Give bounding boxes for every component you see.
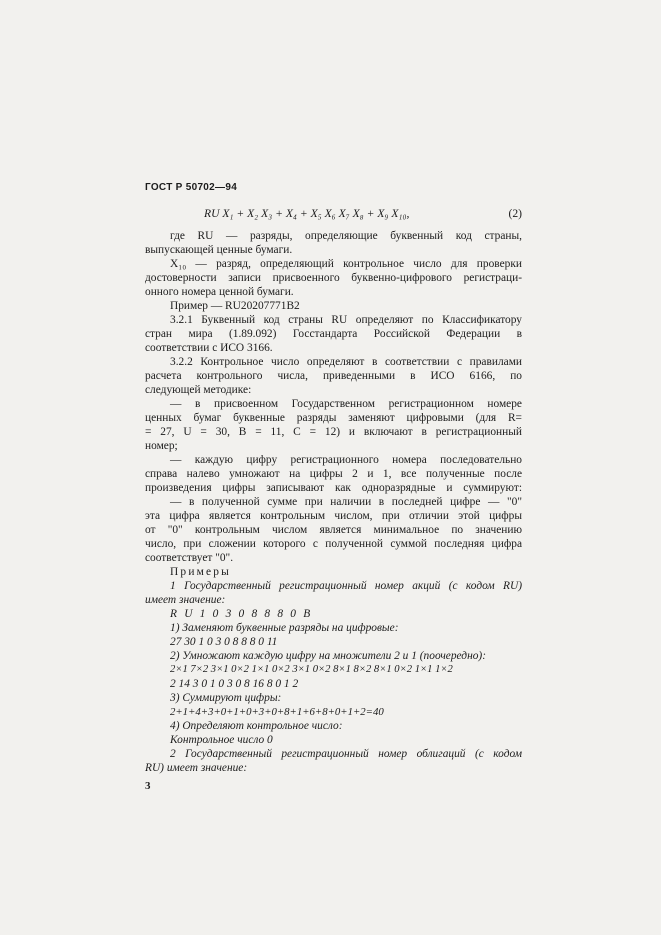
text-line: 3.2.2 Контрольное число определяют в соответствии с правилами bbox=[170, 356, 522, 368]
text-line: соответствует "0". bbox=[145, 552, 234, 564]
text-line: X₁₀ — разряд, определяющий контрольное число для проверки bbox=[170, 258, 522, 270]
example-line: RU) имеет значение: bbox=[145, 762, 248, 774]
text-line: эта цифра является контрольным числом, при отличии этой цифры bbox=[145, 510, 522, 522]
example-line: 1) Заменяют буквенные разряды на цифровые: bbox=[170, 622, 399, 634]
example-line: 1 Государственный регистрационный номер акций (с кодом RU) bbox=[170, 580, 522, 592]
text-line: = 27, U = 30, B = 11, C = 12) и включают в регистрационный bbox=[145, 426, 522, 438]
text-line: ценных бумаг буквенные разряды заменяют цифровыми (для R= bbox=[145, 412, 522, 424]
example-line: 2) Умножают каждую цифру на множители 2 и 1 (поочередно): bbox=[170, 650, 487, 662]
example-line: Пример — RU20207771B2 bbox=[170, 300, 300, 312]
text-line: следующей методике: bbox=[145, 384, 252, 396]
text-line: где RU — разряды, определяющие буквенный код страны, bbox=[170, 230, 522, 242]
text-line: — в присвоенном Государственном регистрационном номере bbox=[170, 398, 522, 410]
page-number: 3 bbox=[145, 780, 151, 792]
example-line: 2 14 3 0 1 0 3 0 8 16 8 0 1 2 bbox=[170, 678, 299, 690]
example-line: 2+1+4+3+0+1+0+3+0+8+1+6+8+0+1+2=40 bbox=[170, 706, 384, 718]
text-line: произведения цифры записывают как одноразрядные и суммируют: bbox=[145, 482, 522, 494]
example-line: 3) Суммируют цифры: bbox=[170, 692, 282, 704]
text-line: число, при сложении которого с полученной суммой последняя цифра bbox=[145, 538, 522, 550]
text-line: выпускающей ценные бумаги. bbox=[145, 244, 293, 256]
formula-text: RU X₁ + X₂ X₃ + X₄ + X₅ X₆ X₇ X₈ + X₉ X₁₀, bbox=[204, 207, 410, 220]
example-line: 2×1 7×2 3×1 0×2 1×1 0×2 3×1 0×2 8×1 8×2 8×1 0×2 1×1 1×2 bbox=[170, 664, 453, 675]
example-line: 27 30 1 0 3 0 8 8 8 0 11 bbox=[170, 636, 278, 648]
document-header: ГОСТ Р 50702—94 bbox=[145, 182, 238, 193]
text-line: достоверности записи присвоенного буквенно-цифрового регистраци- bbox=[145, 272, 522, 284]
text-line: номер; bbox=[145, 440, 178, 452]
example-line: Контрольное число 0 bbox=[170, 734, 273, 746]
text-line: соответствии с ИСО 3166. bbox=[145, 342, 273, 354]
example-line: имеет значение: bbox=[145, 594, 226, 606]
text-line: справа налево умножают на цифры 2 и 1, все полученные после bbox=[145, 468, 522, 480]
text-line: онного номера ценной бумаги. bbox=[145, 286, 294, 298]
text-line: расчета контрольного числа, приведенными в ИСО 6166, по bbox=[145, 370, 522, 382]
formula-line bbox=[204, 207, 522, 221]
text-line: стран мира (1.89.092) Госстандарта Российской Федерации в bbox=[145, 328, 522, 340]
text-line: от "0" контрольным числом является минимальное по значению bbox=[145, 524, 522, 536]
example-line: 4) Определяют контрольное число: bbox=[170, 720, 343, 732]
examples-heading: Примеры bbox=[170, 566, 232, 578]
example-line: R U 1 0 3 0 8 8 8 0 B bbox=[170, 608, 313, 620]
text-line: — в полученной сумме при наличии в последней цифре — "0" bbox=[170, 496, 522, 508]
example-line: 2 Государственный регистрационный номер облигаций (с кодом bbox=[170, 748, 522, 760]
text-line: — каждую цифру регистрационного номера последовательно bbox=[170, 454, 522, 466]
formula-number: (2) bbox=[508, 207, 522, 220]
text-line: 3.2.1 Буквенный код страны RU определяют по Классификатору bbox=[170, 314, 522, 326]
